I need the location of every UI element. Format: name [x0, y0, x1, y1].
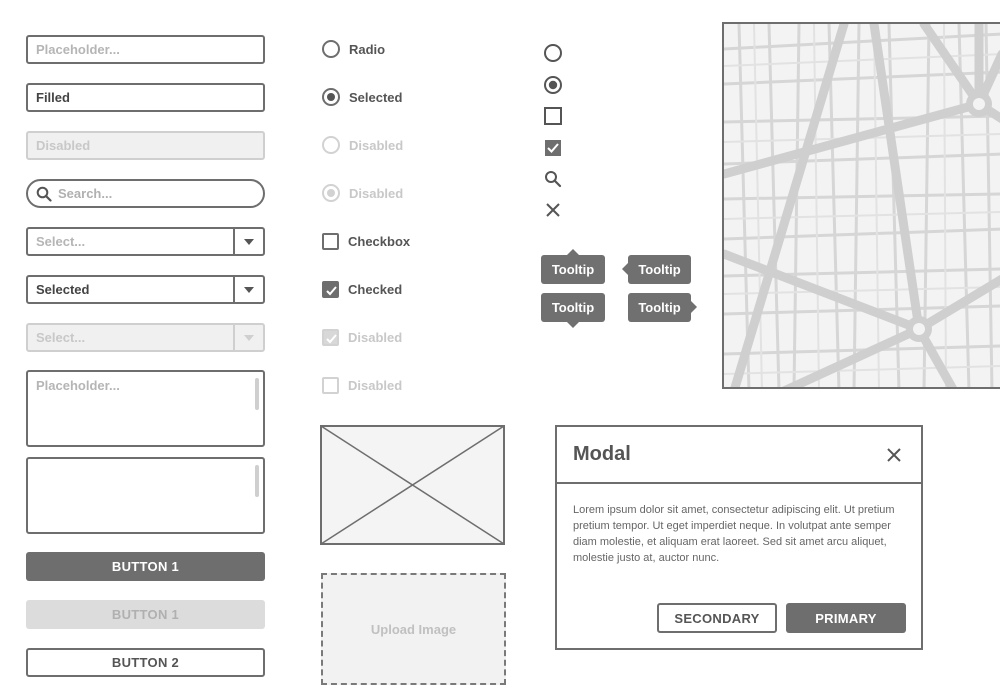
tooltip-right — [628, 293, 691, 322]
modal-dialog — [555, 425, 923, 650]
select-dropdown[interactable] — [26, 227, 265, 256]
search-icon — [36, 186, 52, 202]
modal-divider — [557, 482, 921, 484]
checkbox-icon[interactable] — [322, 233, 339, 250]
checkbox-label: Checkbox — [348, 233, 411, 249]
filled-input[interactable] — [26, 83, 265, 112]
radio-selected-icon[interactable] — [322, 88, 340, 106]
checkbox-option-disabled — [322, 375, 402, 395]
tooltip-right-text: Tooltip — [638, 300, 681, 315]
checkbox-disabled-checked-label: Disabled — [348, 329, 403, 345]
checkbox-option[interactable] — [322, 231, 410, 251]
radio-selected-label: Selected — [349, 89, 403, 105]
chevron-down-icon[interactable] — [233, 229, 263, 254]
tooltip-bottom — [541, 293, 605, 322]
secondary-button[interactable] — [657, 603, 777, 633]
radio-option-selected[interactable] — [322, 87, 402, 107]
radio-disabled-selected-icon — [322, 184, 340, 202]
select-selected-value: Selected — [36, 282, 90, 297]
radio-disabled-selected-label: Disabled — [349, 185, 404, 201]
checkbox-empty-icon — [543, 106, 563, 131]
modal-body-text: Lorem ipsum dolor sit amet, consectetur adipiscing elit. Ut pretium pretium tempor. Ut eget imperdiet neque. In volutpat ante semper diam molestie, et aliquam erat laoreet. Sed sit amet arcu aliquet, molestie justo at, auctor nunc. — [573, 504, 895, 564]
secondary-button-label: SECONDARY — [674, 610, 760, 626]
radio-filled-icon — [543, 75, 563, 100]
checkbox-disabled-icon — [322, 377, 339, 394]
checkbox-disabled-checked-icon — [322, 329, 339, 346]
checkbox-disabled-label: Disabled — [348, 377, 403, 393]
radio-option-disabled-selected — [322, 183, 403, 203]
textarea-placeholder[interactable] — [26, 370, 265, 447]
primary-button[interactable] — [786, 603, 906, 633]
close-icon — [543, 200, 563, 225]
search-placeholder: Search... — [58, 186, 113, 201]
upload-image-dropzone[interactable] — [321, 573, 506, 685]
button-1-disabled-label: BUTTON 1 — [111, 607, 180, 622]
radio-option[interactable] — [322, 39, 385, 59]
primary-button-label: PRIMARY — [815, 610, 877, 626]
radio-empty-icon — [543, 43, 563, 68]
select-dropdown-selected[interactable] — [26, 275, 265, 304]
search-input[interactable] — [26, 179, 265, 208]
disabled-input — [26, 131, 265, 160]
chevron-down-icon — [233, 325, 263, 350]
select-disabled-placeholder: Select... — [36, 330, 86, 345]
close-icon[interactable] — [885, 446, 903, 469]
placeholder-input[interactable] — [26, 35, 265, 64]
button-1[interactable] — [26, 552, 265, 581]
image-placeholder-icon — [320, 425, 505, 545]
checkbox-checked-icon — [543, 138, 563, 163]
map-icon[interactable] — [722, 22, 1000, 389]
textarea-empty[interactable] — [26, 457, 265, 534]
checkbox-checked-icon[interactable] — [322, 281, 339, 298]
scrollbar-thumb[interactable] — [255, 378, 259, 410]
search-icon — [543, 169, 563, 194]
checkbox-checked-label: Checked — [348, 281, 403, 297]
checkbox-option-disabled-checked — [322, 327, 402, 347]
tooltip-bottom-text: Tooltip — [551, 300, 595, 315]
checkbox-option-checked[interactable] — [322, 279, 402, 299]
tooltip-top-text: Tooltip — [551, 262, 595, 277]
tooltip-left — [628, 255, 691, 284]
radio-option-disabled — [322, 135, 403, 155]
button-1-label: BUTTON 1 — [111, 559, 180, 574]
button-2-label: BUTTON 2 — [111, 655, 180, 670]
button-1-disabled — [26, 600, 265, 629]
radio-icon[interactable] — [322, 40, 340, 58]
tooltip-top — [541, 255, 605, 284]
textarea-placeholder-text: Placeholder... — [36, 378, 120, 393]
placeholder-input-text: Placeholder... — [36, 42, 120, 57]
chevron-down-icon[interactable] — [233, 277, 263, 302]
button-2[interactable] — [26, 648, 265, 677]
filled-input-value: Filled — [36, 90, 70, 105]
scrollbar-thumb[interactable] — [255, 465, 259, 497]
modal-title: Modal — [573, 443, 631, 465]
disabled-input-text: Disabled — [36, 138, 91, 153]
select-dropdown-disabled — [26, 323, 265, 352]
radio-label: Radio — [349, 41, 386, 57]
upload-label: Upload Image — [370, 621, 457, 637]
radio-disabled-label: Disabled — [349, 137, 404, 153]
radio-disabled-icon — [322, 136, 340, 154]
tooltip-left-text: Tooltip — [638, 262, 681, 277]
select-placeholder: Select... — [36, 234, 86, 249]
